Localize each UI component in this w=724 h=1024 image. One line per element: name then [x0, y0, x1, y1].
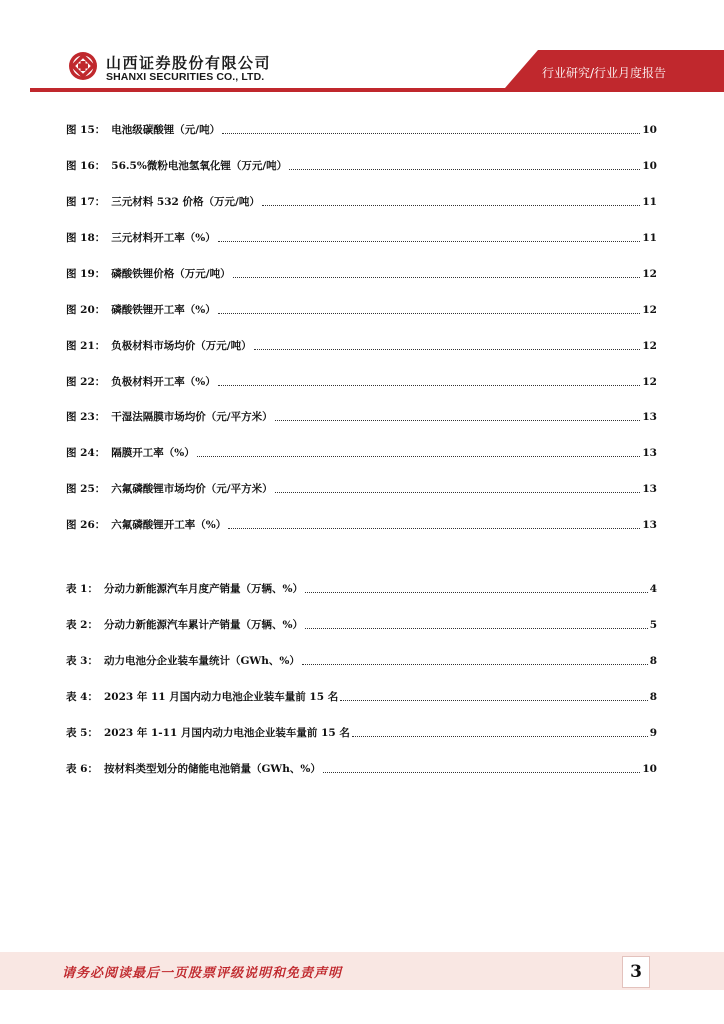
page-ref: 13 [642, 411, 657, 423]
figure-label: 图 15： [66, 124, 106, 136]
leader-dots [352, 736, 648, 737]
leader-dots [302, 664, 648, 665]
table-label: 表 2： [66, 619, 98, 631]
page-ref: 4 [649, 583, 657, 595]
page-number: 3 [622, 956, 650, 988]
page-ref: 11 [642, 232, 657, 244]
page-ref: 10 [642, 763, 657, 775]
page-ref: 13 [642, 519, 657, 531]
table-label: 表 6： [66, 763, 98, 775]
toc-figure-entry[interactable] [66, 335, 657, 353]
figure-label: 图 26： [66, 519, 106, 531]
figure-title: 隔膜开工率（%） [111, 447, 195, 459]
figure-label: 图 22： [66, 376, 106, 388]
toc-figure-entry[interactable] [66, 406, 657, 424]
figure-title: 六氟磷酸锂市场均价（元/平方米） [111, 483, 273, 495]
table-title: 分动力新能源汽车累计产销量（万辆、%） [103, 619, 303, 631]
figure-title: 负极材料开工率（%） [111, 376, 216, 388]
leader-dots [228, 528, 640, 529]
leader-dots [254, 349, 641, 350]
page-ref: 12 [642, 340, 657, 352]
table-label: 表 3： [66, 655, 98, 667]
leader-dots [289, 169, 640, 170]
table-title: 2023 年 11 月国内动力电池企业装车量前 15 名 [103, 691, 339, 703]
leader-dots [262, 205, 641, 206]
figure-title: 56.5%微粉电池氢氧化锂（万元/吨） [111, 160, 288, 172]
figure-label: 图 24： [66, 447, 106, 459]
table-title: 动力电池分企业装车量统计（GWh、%） [103, 655, 300, 667]
figure-label: 图 16： [66, 160, 106, 172]
figure-label: 图 20： [66, 304, 106, 316]
page-ref: 9 [649, 727, 657, 739]
figure-label: 图 21： [66, 340, 106, 352]
figure-label: 图 23： [66, 411, 106, 423]
toc-figure-entry[interactable] [66, 227, 657, 245]
leader-dots [323, 772, 641, 773]
toc-figure-entry[interactable] [66, 371, 657, 389]
leader-dots [222, 133, 640, 134]
leader-dots [275, 492, 641, 493]
leader-dots [218, 241, 641, 242]
leader-dots [275, 420, 641, 421]
figure-title: 干湿法隔膜市场均价（元/平方米） [111, 411, 273, 423]
figure-label: 图 17： [66, 196, 106, 208]
table-label: 表 5： [66, 727, 98, 739]
table-label: 表 4： [66, 691, 98, 703]
toc-table-entry[interactable] [66, 686, 657, 704]
leader-dots [305, 592, 648, 593]
figure-label: 图 25： [66, 483, 106, 495]
figure-title: 电池级碳酸锂（元/吨） [111, 124, 221, 136]
report-type-label: 行业研究/行业月度报告 [541, 66, 666, 80]
toc-figure-entry[interactable] [66, 514, 657, 532]
page-ref: 8 [649, 691, 657, 703]
page-header [0, 0, 724, 100]
table-title: 分动力新能源汽车月度产销量（万辆、%） [103, 583, 303, 595]
leader-dots [233, 277, 641, 278]
page-ref: 12 [642, 304, 657, 316]
leader-dots [305, 628, 648, 629]
table-title: 按材料类型划分的储能电池销量（GWh、%） [103, 763, 321, 775]
leader-dots [218, 385, 641, 386]
page-ref: 10 [642, 160, 657, 172]
company-name-cn: 山西证券股份有限公司 [106, 54, 272, 72]
table-label: 表 1： [66, 583, 98, 595]
toc-table-entry[interactable] [66, 614, 657, 632]
page-ref: 8 [649, 655, 657, 667]
toc-figure-entry[interactable] [66, 478, 657, 496]
toc-table-entry[interactable] [66, 758, 657, 776]
toc-figure-entry[interactable] [66, 442, 657, 460]
page-ref: 11 [642, 196, 657, 208]
figure-title: 三元材料开工率（%） [111, 232, 216, 244]
toc-table-entry[interactable] [66, 722, 657, 740]
footer-disclaimer: 请务必阅读最后一页股票评级说明和免责声明 [62, 966, 343, 981]
toc-figure-entry[interactable] [66, 155, 657, 173]
leader-dots [197, 456, 641, 457]
figure-label: 图 19： [66, 268, 106, 280]
page-ref: 5 [649, 619, 657, 631]
figure-title: 磷酸铁锂价格（万元/吨） [111, 268, 231, 280]
toc-table-entry[interactable] [66, 650, 657, 668]
toc-figure-entry[interactable] [66, 263, 657, 281]
page-ref: 12 [642, 376, 657, 388]
figure-label: 图 18： [66, 232, 106, 244]
toc-figure-entry[interactable] [66, 191, 657, 209]
figure-title: 三元材料 532 价格（万元/吨） [111, 196, 260, 208]
page-ref: 10 [642, 124, 657, 136]
page-ref: 13 [642, 447, 657, 459]
toc-figure-entry[interactable] [66, 299, 657, 317]
leader-dots [218, 313, 641, 314]
leader-dots [340, 700, 647, 701]
page-ref: 12 [642, 268, 657, 280]
page-ref: 13 [642, 483, 657, 495]
figure-title: 负极材料市场均价（万元/吨） [111, 340, 252, 352]
figure-title: 磷酸铁锂开工率（%） [111, 304, 216, 316]
toc-figure-entry[interactable] [66, 119, 657, 137]
figure-title: 六氟磷酸锂开工率（%） [111, 519, 227, 531]
company-name-en: SHANXI SECURITIES CO., LTD. [106, 71, 265, 83]
table-title: 2023 年 1-11 月国内动力电池企业装车量前 15 名 [103, 727, 350, 739]
header-banner [0, 0, 724, 100]
toc-table-entry[interactable] [66, 578, 657, 596]
